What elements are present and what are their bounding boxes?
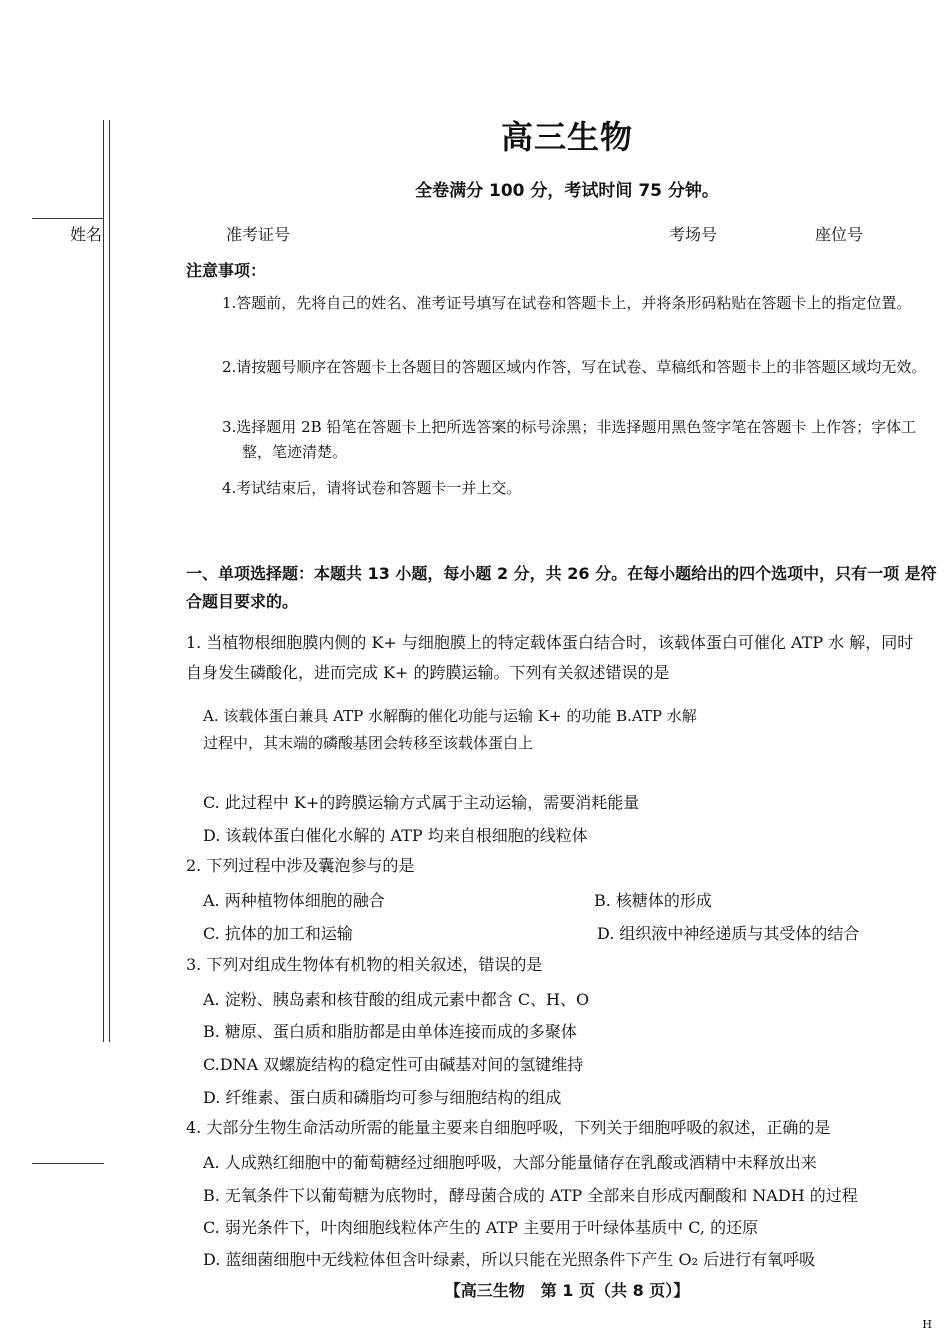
notice-item: 2.请按题号顺序在答题卡上各题目的答题区域内作答，写在试卷、草稿纸和答题卡上的非答题区域均无效。 bbox=[222, 358, 927, 376]
section-heading: 一、单项选择题：本题共 13 小题，每小题 2 分，共 26 分。在每小题给出的四个选项中，只有一项 是符合题目要求的。 bbox=[186, 564, 937, 611]
name-underline bbox=[32, 218, 104, 219]
question-option: A. 人成熟红细胞中的葡萄糖经过细胞呼吸，大部分能量储存在乳酸或酒精中未释放出来 bbox=[203, 1153, 817, 1172]
question-option: C. 弱光条件下，叶肉细胞线粒体产生的 ATP 主要用于叶绿体基质中 C, 的还原 bbox=[203, 1218, 759, 1237]
question-option: B. 核糖体的形成 bbox=[594, 891, 712, 910]
question-option: A. 该载体蛋白兼具 ATP 水解酶的催化功能与运输 K+ 的功能 B.ATP 水解过程中，其末端的磷酸基团会转移至该载体蛋白上 bbox=[203, 707, 697, 752]
question-option: D. 纤维素、蛋白质和磷脂均可参与细胞结构的组成 bbox=[203, 1088, 562, 1107]
question-option: B. 糖原、蛋白质和脂肪都是由单体连接而成的多聚体 bbox=[203, 1022, 577, 1041]
name-field-label: 姓名 bbox=[70, 225, 103, 244]
room-field-label: 考场号 bbox=[669, 225, 718, 244]
seat-field-label: 座位号 bbox=[815, 225, 864, 244]
notice-item: 1.答题前，先将自己的姓名、准考证号填写在试卷和答题卡上，并将条形码粘贴在答题卡上的指定位置。 bbox=[222, 294, 912, 312]
page-footer: 【高三生物 第 1 页（共 8 页）】 bbox=[444, 1281, 690, 1300]
ticket-field-label: 准考证号 bbox=[226, 225, 291, 244]
notice-item: 4.考试结束后，请将试卷和答题卡一并上交。 bbox=[222, 479, 522, 497]
binding-line-left bbox=[103, 120, 104, 1042]
question-option: D. 该载体蛋白催化水解的 ATP 均来自根细胞的线粒体 bbox=[203, 826, 588, 845]
corner-mark: H bbox=[922, 1318, 932, 1331]
question-stem: 2. 下列过程中涉及囊泡参与的是 bbox=[186, 856, 415, 875]
question-option: D. 组织液中神经递质与其受体的结合 bbox=[597, 924, 860, 943]
question-option: A. 淀粉、胰岛素和核苷酸的组成元素中都含 C、H、O bbox=[203, 990, 590, 1009]
question-option: B. 无氧条件下以葡萄糖为底物时，酵母菌合成的 ATP 全部来自形成丙酮酸和 NADH 的过程 bbox=[203, 1186, 858, 1205]
margin-underline bbox=[32, 1163, 104, 1164]
question-option: C. 抗体的加工和运输 bbox=[203, 924, 353, 943]
question-stem: 3. 下列对组成生物体有机物的相关叙述，错误的是 bbox=[186, 955, 543, 974]
question-option: D. 蓝细菌细胞中无线粒体但含叶绿素，所以只能在光照条件下产生 O₂ 后进行有氧呼吸 bbox=[203, 1250, 816, 1269]
question-option: C. 此过程中 K+的跨膜运输方式属于主动运输，需要消耗能量 bbox=[203, 793, 640, 812]
binding-line-right bbox=[109, 120, 110, 1042]
notice-heading: 注意事项： bbox=[186, 261, 267, 280]
question-option: A. 两种植物体细胞的融合 bbox=[203, 891, 385, 910]
question-stem: 1. 当植物根细胞膜内侧的 K+ 与细胞膜上的特定载体蛋白结合时，该载体蛋白可催化 ATP 水 解，同时自身发生磷酸化，进而完成 K+ 的跨膜运输。下列有关叙述错误的是 bbox=[186, 633, 914, 682]
question-option: C.DNA 双螺旋结构的稳定性可由碱基对间的氢键维持 bbox=[203, 1055, 584, 1074]
exam-subtitle: 全卷满分 100 分，考试时间 75 分钟。 bbox=[415, 181, 719, 201]
question-stem: 4. 大部分生物生命活动所需的能量主要来自细胞呼吸，下列关于细胞呼吸的叙述，正确的是 bbox=[186, 1118, 831, 1137]
exam-title: 高三生物 bbox=[500, 118, 633, 156]
notice-item: 3.选择题用 2B 铅笔在答题卡上把所选答案的标号涂黑；非选择题用黑色签字笔在答题卡 上作答；字体工整，笔迹清楚。 bbox=[222, 418, 917, 461]
